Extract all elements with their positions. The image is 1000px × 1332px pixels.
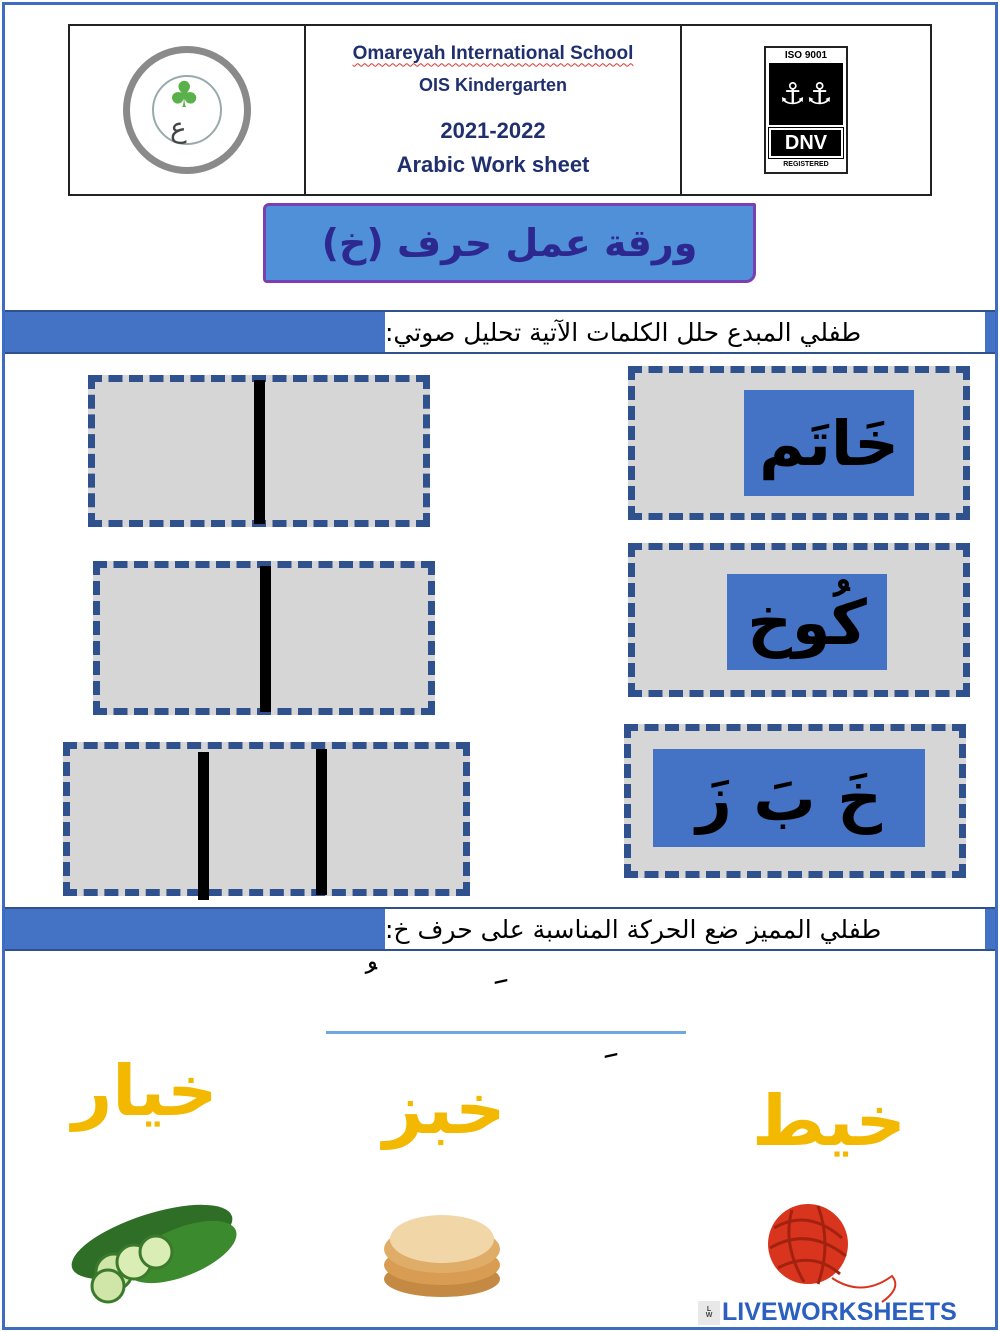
instruction-bar-1 [5,310,995,354]
worksheet-title: ورقة عمل حرف (خ) [321,221,698,265]
box-divider [254,380,265,524]
answer-box-2[interactable] [93,561,435,715]
bread-image [380,1205,504,1305]
instruction-1: طفلي المبدع حلل الكلمات الآتية تحليل صوتي: [385,312,985,352]
box-divider [260,566,271,712]
header-table [68,24,932,196]
word-khubz: خبز [383,1068,506,1150]
worksheet-subject: Arabic Work sheet [396,151,590,177]
marks-underline [326,1031,686,1034]
liveworksheets-watermark [698,1298,957,1327]
word-khabaza: خَ بَ زَ [653,749,925,847]
cucumber-image [44,1190,244,1306]
school-year: 2021-2022 [440,117,546,143]
word-kookh: كُوخ [727,574,887,670]
school-name: Omareyah International School [352,42,634,64]
answer-box-1[interactable] [88,375,430,527]
cucumber-slice [92,1270,124,1302]
instruction-bar-2 [5,907,995,951]
title-banner [263,203,756,283]
iso-certification-badge [764,46,848,174]
cucumber-slice [140,1236,172,1268]
yarn-ball-image [752,1198,912,1310]
watermark-text: LIVEWORKSHEETS [722,1298,957,1326]
word-box-2 [628,543,970,697]
answer-box-3[interactable] [63,742,470,896]
bread-top [390,1215,494,1263]
word-box-3 [624,724,966,878]
dnv-label: DNV [769,128,843,158]
kindergarten-name: OIS Kindergarten [418,74,568,95]
logo-cell [70,26,306,194]
logo-glyph-icon: ع [170,111,187,144]
liveworksheets-logo-icon: L W [698,1301,720,1325]
box-divider [198,752,209,900]
word-khait: خيط [752,1080,906,1162]
school-logo-icon [123,46,251,174]
box-divider [316,749,327,895]
iso-label: ISO 9001 [784,50,828,61]
certification-cell [682,26,930,194]
word-khatam: خَاتَم [744,390,914,496]
school-info-cell [306,26,682,194]
registered-label: REGISTERED [783,161,829,168]
instruction-2: طفلي المميز ضع الحركة المناسبة على حرف خ: [385,909,985,949]
word-box-1 [628,366,970,520]
word-khiyar: خيار [72,1050,218,1132]
anchor-icon: ⚓⚓ [769,63,843,125]
tree-icon: ♣ [168,75,201,116]
